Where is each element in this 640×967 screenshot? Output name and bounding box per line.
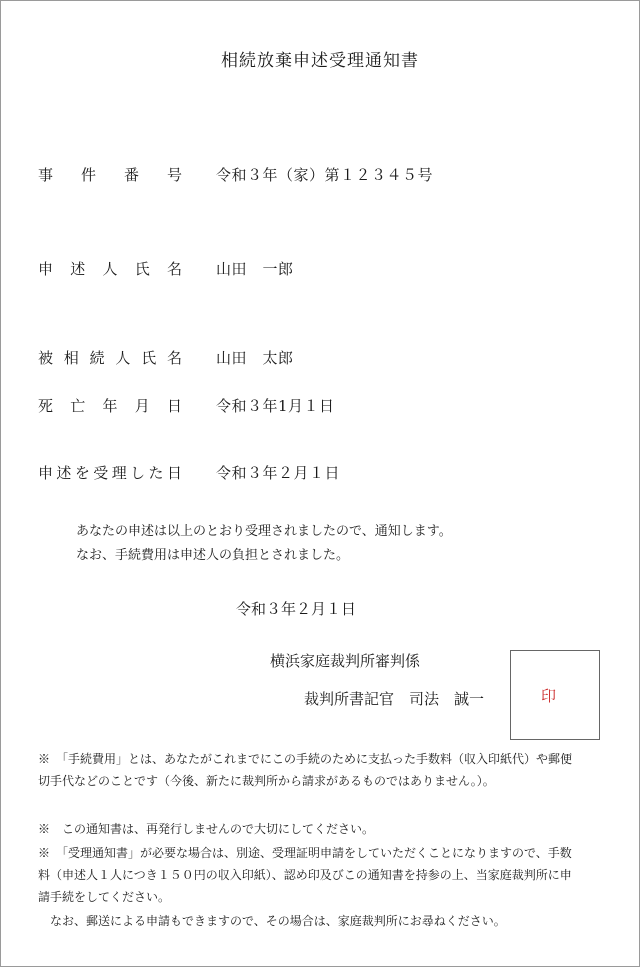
notice-line-2: なお、手続費用は申述人の負担とされました。	[76, 548, 350, 563]
footnote-certificate: ※ 「受理通知書」が必要な場合は、別途、受理証明申請をしていただくことになりますので、手数料（申述人１人につき１５０円の収入印紙）、認め印及びこの通知書を持参の上、当家庭裁判所に申請手続をしてください。	[38, 846, 572, 904]
death-date-label: 死亡年月日	[38, 397, 182, 415]
notice-line-1: あなたの申述は以上のとおり受理されましたので、通知します。	[76, 524, 452, 539]
decedent-name-value: 山田 太郎	[216, 349, 294, 367]
seal-mark: 印	[541, 687, 557, 705]
clerk-name: 裁判所書記官 司法 誠一	[304, 690, 485, 708]
document-title: 相続放棄申述受理通知書	[221, 51, 419, 71]
acceptance-date-value: 令和３年２月１日	[216, 464, 341, 482]
death-date-value: 令和３年1月１日	[216, 397, 335, 415]
case-number-value: 令和３年（家）第１２３４５号	[216, 166, 434, 184]
footnote-mail: なお、郵送による申請もできますので、その場合は、家庭裁判所にお尋ねください。	[38, 914, 506, 928]
case-number-label: 事件番号	[38, 166, 182, 184]
footnote-fees: ※ 「手続費用」とは、あなたがこれまでにこの手続のために支払った手数料（収入印紙代）や郵便切手代などのことです（今後、新たに裁判所から請求があるものではありません。）。	[38, 752, 573, 788]
court-name: 横浜家庭裁判所審判係	[270, 652, 421, 670]
acceptance-date-label: 申述を受理した日	[38, 464, 182, 482]
footnote-no-reissue: ※ この通知書は、再発行しませんので大切にしてください。	[38, 822, 375, 836]
applicant-name-label: 申述人氏名	[38, 260, 182, 278]
issue-date: 令和３年２月１日	[236, 600, 357, 618]
decedent-name-label: 被相続人氏名	[38, 349, 182, 367]
applicant-name-value: 山田 一郎	[216, 260, 294, 278]
